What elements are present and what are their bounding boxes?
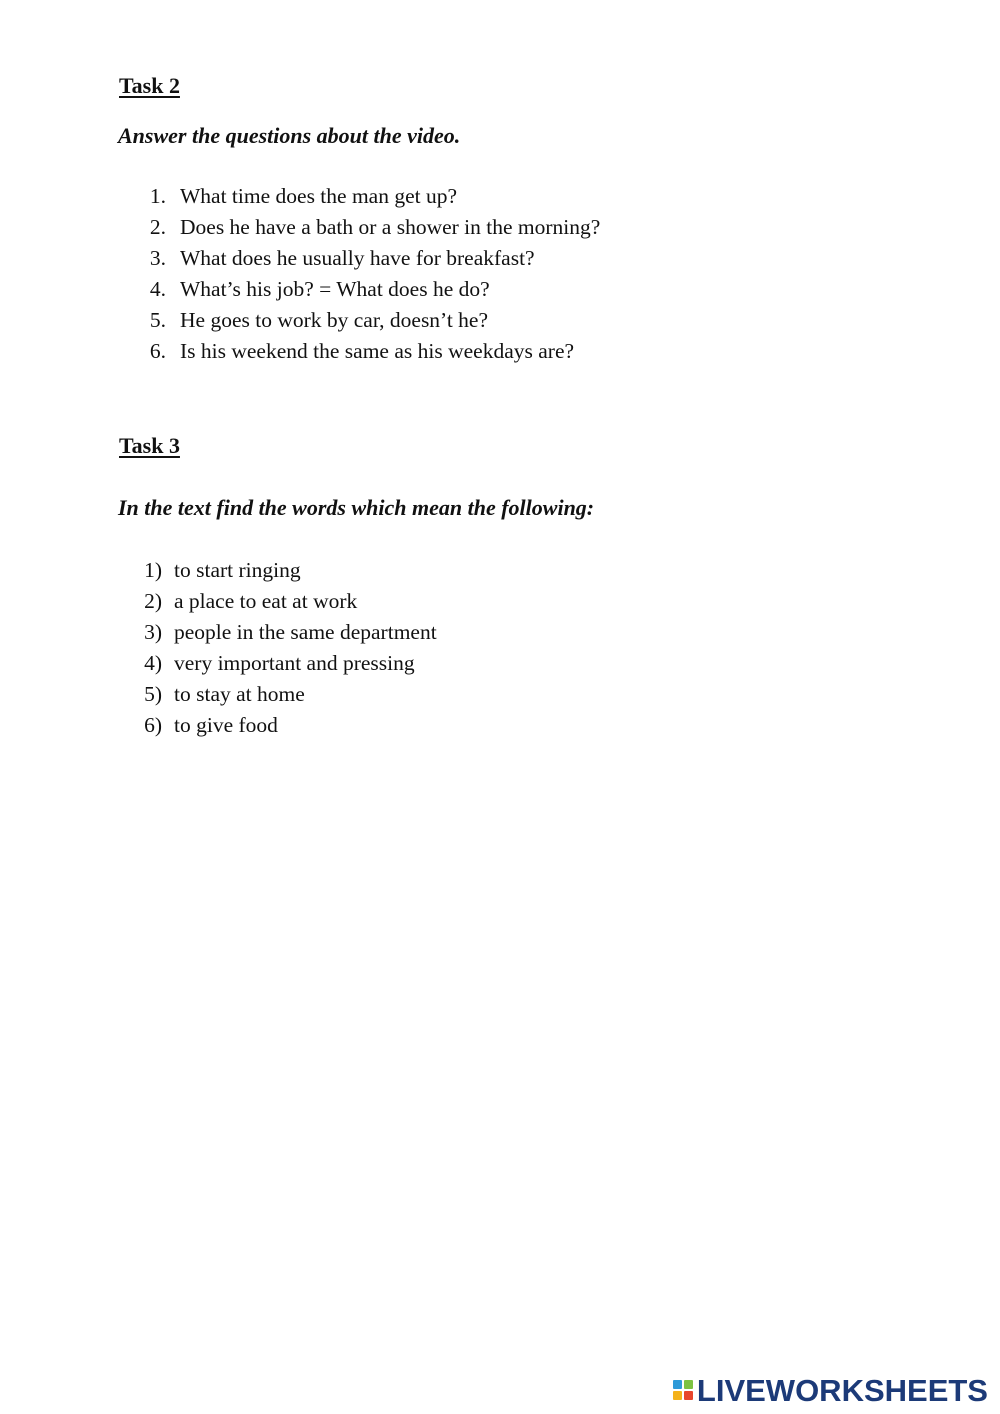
liveworksheets-logo xyxy=(673,1374,988,1406)
item-number: 6) xyxy=(144,713,162,737)
liveworksheets-logo-icon xyxy=(673,1380,693,1400)
item-number: 2) xyxy=(144,589,162,613)
task2-instruction: Answer the questions about the video. xyxy=(118,123,461,148)
question-text: What’s his job? = What does he do? xyxy=(180,277,490,301)
logo-square-red xyxy=(684,1391,693,1400)
item-text: to start ringing xyxy=(174,558,301,582)
logo-square-blue xyxy=(673,1380,682,1389)
question-text: Does he have a bath or a shower in the morning? xyxy=(180,215,601,239)
question-number: 4. xyxy=(149,277,166,301)
logo-square-yellow xyxy=(673,1391,682,1400)
question-text: Is his weekend the same as his weekdays are? xyxy=(180,339,575,363)
item-text: to stay at home xyxy=(174,682,305,706)
item-number: 4) xyxy=(144,651,162,675)
logo-square-green xyxy=(684,1380,693,1389)
item-number: 1) xyxy=(144,558,162,582)
item-text: very important and pressing xyxy=(174,651,415,675)
item-text: a place to eat at work xyxy=(174,589,358,613)
item-text: people in the same department xyxy=(174,620,437,644)
task3-heading: Task 3 xyxy=(119,433,180,458)
item-text: to give food xyxy=(174,713,278,737)
question-text: He goes to work by car, doesn’t he? xyxy=(180,308,489,332)
question-number: 1. xyxy=(149,184,166,208)
task2-heading: Task 2 xyxy=(119,73,180,98)
question-number: 2. xyxy=(149,215,166,239)
question-number: 3. xyxy=(149,246,166,270)
question-text: What does he usually have for breakfast? xyxy=(180,246,535,270)
question-number: 6. xyxy=(149,339,166,363)
logo-text: LIVEWORKSHEETS xyxy=(696,1372,988,1408)
item-number: 5) xyxy=(144,682,162,706)
question-number: 5. xyxy=(149,308,166,332)
item-number: 3) xyxy=(144,620,162,644)
task3-instruction: In the text find the words which mean the following: xyxy=(118,495,595,520)
question-text: What time does the man get up? xyxy=(180,184,458,208)
